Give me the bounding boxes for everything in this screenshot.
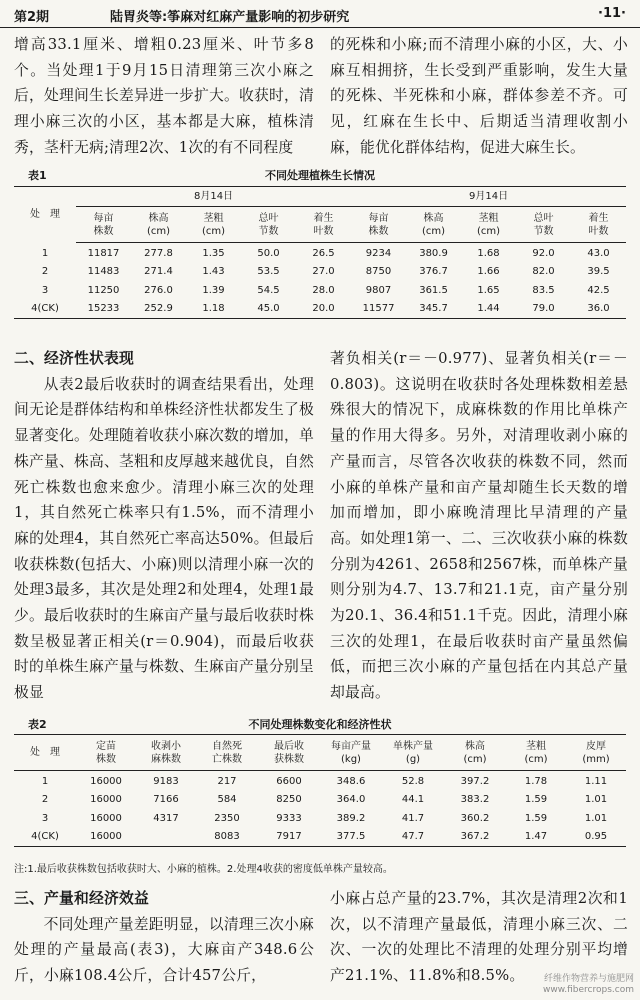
table2-cell: 2350 xyxy=(214,812,240,824)
table2 xyxy=(14,734,626,847)
table1-col-density-sep: 每亩 株数 xyxy=(351,207,406,243)
table1-group-aug: 8月14日 xyxy=(76,187,351,207)
table1-col-treatment: 处 理 xyxy=(14,187,76,243)
intro-right-text: 的死株和小麻;而不清理小麻的小区，大、小麻互相拥挤，生长受到严重影响，发生大量的死株、半死株和小麻，群体参差不齐。可见，红麻在生长中、后期适当清理收割小麻，能优化群体结构，促进大麻生长。 xyxy=(330,36,628,156)
section3-left-text: 不同处理产量差距明显，以清理三次小麻处理的产量最高(表3)，大麻亩产348.6公斤，小麻108.4公斤，合计457公斤， xyxy=(14,915,314,985)
table1-col-leaves-aug: 着生 叶数 xyxy=(296,207,351,243)
table2-cell: 1 xyxy=(41,776,49,788)
table1-cell: 28.0 xyxy=(312,284,335,296)
table1-cell: 1.18 xyxy=(186,300,241,319)
table1-col-nodes-aug: 总叶 节数 xyxy=(241,207,296,243)
table1-cell: 345.7 xyxy=(406,300,461,319)
table2-col-harvested-small: 收剥小 麻株数 xyxy=(136,735,196,771)
table1-cell: 1.39 xyxy=(202,284,225,296)
table1-cell: 45.0 xyxy=(241,300,296,319)
table2-cell: 8250 xyxy=(276,793,302,805)
table1-cell: 15233 xyxy=(76,300,131,319)
table2-cell: 16000 xyxy=(90,812,122,824)
intro-left-column xyxy=(14,32,314,161)
table1-col-height-aug: 株高 (cm) xyxy=(131,207,186,243)
table1-cell: 1.68 xyxy=(477,248,500,260)
section2-left-column xyxy=(14,346,314,706)
table2-col-stem: 茎粗 (cm) xyxy=(506,735,566,771)
table1-cell: 8750 xyxy=(365,265,392,277)
table2-caption xyxy=(14,716,626,732)
table2-cell: 16000 xyxy=(76,828,136,847)
table2-cell xyxy=(136,828,196,847)
table2-cell: 9333 xyxy=(276,812,302,824)
page-number: ·11· xyxy=(598,6,626,21)
table1-cell: 11817 xyxy=(87,248,120,260)
table2-row xyxy=(14,790,626,809)
table1-cell: 36.0 xyxy=(571,300,626,319)
table2-cell: 6600 xyxy=(276,776,302,788)
table1-number: 表1 xyxy=(28,169,47,182)
table1-cell: 1.66 xyxy=(477,265,500,277)
table1-cell: 9807 xyxy=(365,284,392,296)
table2-cell: 0.95 xyxy=(566,828,626,847)
table2-cell: 8083 xyxy=(196,828,258,847)
table2-row xyxy=(14,771,626,790)
section2-left-text: 从表2最后收获时的调查结果看出，处理间无论是群体结构和单株经济性状都发生了极显著变化。处理随着收获小麻次数的增加，单株产量、株高、茎粗和皮厚越来越优良，自然死亡株数也愈来愈少。清理小麻三次的处理1，其自然死亡株率只有1.5%，而不清理小麻的处理4，其自然死亡率高达50%。但最后收获株数(包括大、小麻)则以清理小麻一次的处理3最多，其次是处理2和处理4，处理1最少。最后收获时的生麻亩产量与最后收获时株数呈极显著正相关(r＝0.904)，而最后收获时的单株生麻产量与株数、生麻亩产量分别呈极显 xyxy=(14,375,314,702)
table2-cell: 389.2 xyxy=(336,812,366,824)
table1-cell: 380.9 xyxy=(419,248,448,260)
table2-cell: 41.7 xyxy=(401,812,425,824)
watermark-line-2: www.fibercrops.com xyxy=(543,985,634,995)
table2-col-seedlings: 定苗 株数 xyxy=(76,735,136,771)
table1-cell: 376.7 xyxy=(419,265,448,277)
table2-cell: 383.2 xyxy=(460,793,490,805)
table1-cell: 271.4 xyxy=(144,265,173,277)
table1-cell: 4(CK) xyxy=(14,300,76,319)
table1-cell: 3 xyxy=(41,284,49,296)
table1-row xyxy=(14,281,626,300)
intro-right-column xyxy=(330,32,628,161)
table2-cell: 3 xyxy=(41,812,49,824)
section3-left-column xyxy=(14,886,314,989)
table2-cell: 1.59 xyxy=(524,793,548,805)
table1-col-leaves-sep: 着生 叶数 xyxy=(571,207,626,243)
table2-cell: 348.6 xyxy=(336,776,366,788)
table2-cell: 397.2 xyxy=(460,776,490,788)
table2-cell: 1.11 xyxy=(584,776,608,788)
table2-cell: 360.2 xyxy=(460,812,490,824)
table2-number: 表2 xyxy=(28,718,47,731)
table1-cell: 11577 xyxy=(351,300,406,319)
table2-note: 注:1.最后收获株数包括收获时大、小麻的植株。2.处理4收获的密度低单株产量较高。 xyxy=(14,864,393,875)
watermark-line-1: 纤维作物营养与施肥网 xyxy=(543,974,634,984)
table1-col-stem-sep: 茎粗 (cm) xyxy=(461,207,516,243)
table2-row xyxy=(14,828,626,847)
table1-cell: 276.0 xyxy=(144,284,173,296)
table2-cell: 7166 xyxy=(153,793,179,805)
table2-cell: 1.47 xyxy=(506,828,566,847)
table2-cell: 217 xyxy=(217,776,237,788)
running-header xyxy=(0,0,640,28)
table2-cell: 584 xyxy=(217,793,237,805)
table2-col-natural-death: 自然死 亡株数 xyxy=(196,735,258,771)
table2-col-final-count: 最后收 获株数 xyxy=(258,735,320,771)
issue-number: 第2期 xyxy=(14,10,50,25)
table1-col-height-sep: 株高 (cm) xyxy=(406,207,461,243)
intro-left-text: 增高33.1厘米、增粗0.23厘米、叶节多8个。当处理1于9月15日清理第三次小麻之后，处理间生长差异进一步扩大。收获时，清理小麻三次的小区，基本都是大麻，植株清秀，茎杆无病;清理2次、1次的有不同程度 xyxy=(14,36,314,156)
table1-cell: 11483 xyxy=(87,265,120,277)
table1-cell: 82.0 xyxy=(532,265,555,277)
table1-cell: 92.0 xyxy=(532,248,555,260)
table1-cell: 53.5 xyxy=(257,265,280,277)
table1-group-sep: 9月14日 xyxy=(351,187,626,207)
table2-cell: 1.78 xyxy=(524,776,548,788)
table1-cell: 79.0 xyxy=(516,300,571,319)
table1-cell: 54.5 xyxy=(257,284,280,296)
table1 xyxy=(14,186,626,319)
table1-cell: 1 xyxy=(41,248,49,259)
table2-cell: 364.0 xyxy=(336,793,366,805)
running-title: 陆胃炎等:筝麻对红麻产量影响的初步研究 xyxy=(110,10,350,25)
watermark xyxy=(543,974,634,996)
table1-col-density-aug: 每亩 株数 xyxy=(76,207,131,243)
table1-caption xyxy=(14,167,626,183)
table2-cell: 1.01 xyxy=(584,793,608,805)
table2-col-height: 株高 (cm) xyxy=(444,735,506,771)
table2-col-bark: 皮厚 (mm) xyxy=(566,735,626,771)
table1-row xyxy=(14,243,626,262)
table1-title: 不同处理植株生长情况 xyxy=(265,169,375,182)
table1-col-stem-aug: 茎粗 (cm) xyxy=(186,207,241,243)
table2-col-treatment: 处 理 xyxy=(14,735,76,771)
table2-cell: 44.1 xyxy=(401,793,425,805)
table2-cell: 367.2 xyxy=(444,828,506,847)
table2-cell: 16000 xyxy=(90,776,122,788)
table2-cell: 7917 xyxy=(258,828,320,847)
table1-cell: 277.8 xyxy=(144,248,173,260)
table2-cell: 4(CK) xyxy=(14,828,76,847)
table1-cell: 1.43 xyxy=(202,265,225,277)
table2-body xyxy=(14,771,626,847)
table1-cell: 42.5 xyxy=(587,284,610,296)
table1-cell: 27.0 xyxy=(312,265,335,277)
table1-cell: 361.5 xyxy=(419,284,448,296)
table2-cell: 16000 xyxy=(90,793,122,805)
table1-cell: 11250 xyxy=(87,284,120,296)
table2-title: 不同处理株数变化和经济性状 xyxy=(248,718,392,731)
section3-right-text: 小麻占总产量的23.7%，其次是清理2次和1次，以不清理产量最低，清理小麻三次、二次、一次的处理比不清理的处理分别平均增产21.1%、11.8%和8.5%。 xyxy=(330,890,628,985)
table2-row xyxy=(14,809,626,828)
table2-cell: 377.5 xyxy=(320,828,382,847)
table2-cell: 1.01 xyxy=(584,812,608,824)
table1-cell: 39.5 xyxy=(587,265,610,277)
table1-cell: 9234 xyxy=(365,248,392,260)
table2-col-yield-mu: 每亩产量 (kg) xyxy=(320,735,382,771)
table2-cell: 9183 xyxy=(153,776,179,788)
section2-heading: 二、经济性状表现 xyxy=(14,350,134,367)
table2-cell: 4317 xyxy=(153,812,179,824)
section2-right-text: 著负相关(r＝－0.977)、显著负相关(r＝－0.803)。这说明在收获时各处理株数相差悬殊很大的情况下，成麻株数的作用比单株产量的作用大得多。另外，对清理收剥小麻的产量而言，尽管各次收获的株数不同，然而小麻的单株产量和亩产量却随生长天数的增加而增加，即小麻晚清理比早清理的产量高。如处理1第一、二、三次收获小麻的株数分别为4261、2658和2567株，而单株产量则分别为4.7、13.7和21.1克，亩产量分别为20.1、36.4和51.1千克。因此，清理小麻三次的处理1，在最后收获时亩产量虽然偏低，而把三次小麻的产量包括在内其总产量却最高。 xyxy=(330,350,628,702)
table1-cell: 1.44 xyxy=(461,300,516,319)
table1-col-nodes-sep: 总叶 节数 xyxy=(516,207,571,243)
table1-cell: 50.0 xyxy=(257,248,280,260)
table1-cell: 1.65 xyxy=(477,284,500,296)
table2-cell: 2 xyxy=(41,793,49,805)
table1-cell: 1.35 xyxy=(202,248,225,260)
table1-cell: 26.5 xyxy=(312,248,335,260)
table1-cell: 2 xyxy=(41,265,49,277)
table2-cell: 47.7 xyxy=(382,828,444,847)
table2-col-yield-plant: 单株产量 (g) xyxy=(382,735,444,771)
section3-heading: 三、产量和经济效益 xyxy=(14,890,149,907)
table2-cell: 52.8 xyxy=(401,776,425,788)
section2-right-column xyxy=(330,346,628,706)
table1-cell: 43.0 xyxy=(587,248,610,260)
table2-cell: 1.59 xyxy=(524,812,548,824)
table1-body xyxy=(14,243,626,319)
table1-cell: 20.0 xyxy=(296,300,351,319)
table1-row xyxy=(14,300,626,319)
table1-row xyxy=(14,262,626,281)
table1-cell: 252.9 xyxy=(131,300,186,319)
table1-cell: 83.5 xyxy=(532,284,555,296)
